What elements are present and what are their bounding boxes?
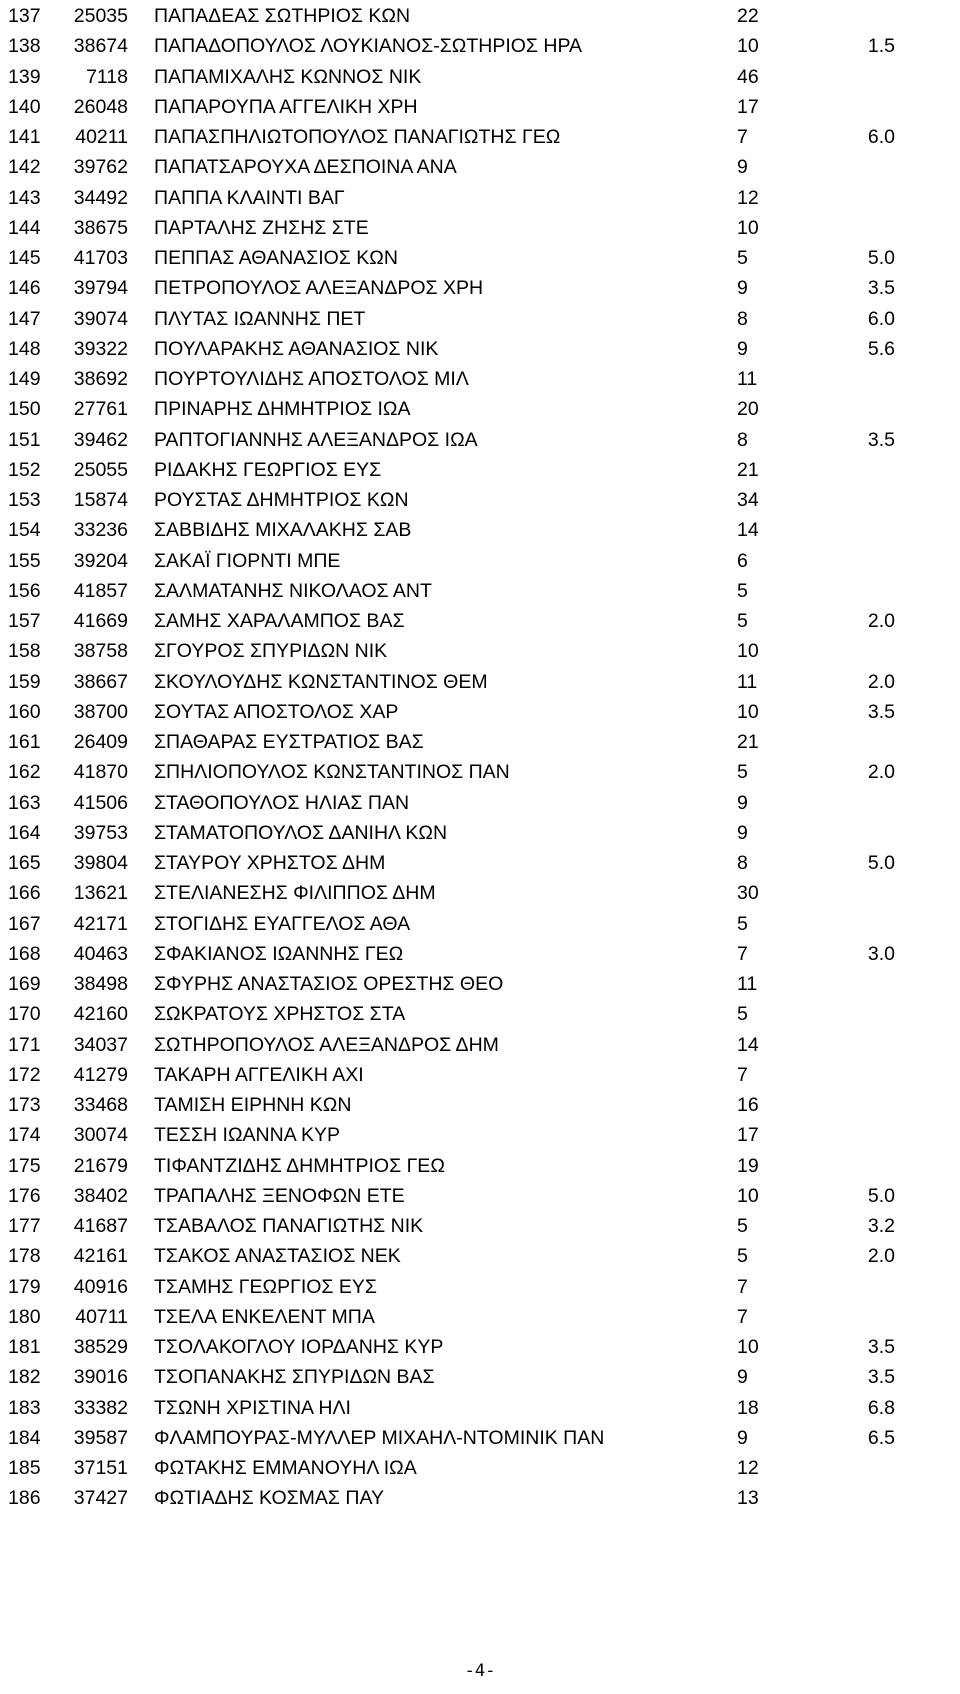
row-number: 176	[8, 1184, 41, 1207]
score-cell: 3.0	[867, 942, 895, 965]
table-row	[0, 878, 960, 908]
registration-id: 39762	[73, 156, 128, 179]
table-row	[0, 1, 960, 31]
full-name: ΣΚΟΥΛΟΥΔΗΣ ΚΩΝΣΤΑΝΤΙΝΟΣ ΘΕΜ	[154, 670, 488, 693]
registration-id: 38758	[73, 640, 128, 663]
value-cell: 11	[737, 973, 758, 995]
registration-id: 38498	[73, 973, 128, 995]
row-number: 168	[8, 942, 41, 965]
row-number: 151	[8, 428, 41, 451]
table-row	[0, 243, 960, 273]
registration-id: 42161	[73, 1245, 128, 1268]
registration-id: 34037	[73, 1033, 128, 1056]
registration-id: 27761	[73, 398, 128, 421]
score-cell: 2.0	[867, 670, 895, 693]
full-name: ΤΡΑΠΑΛΗΣ ΞΕΝΟΦΩΝ ΕΤΕ	[154, 1184, 405, 1207]
score-cell: 5.0	[867, 247, 895, 269]
value-cell: 9	[737, 791, 748, 814]
value-cell: 8	[737, 307, 748, 330]
score-cell: 3.2	[867, 1215, 895, 1237]
registration-id: 37427	[73, 1487, 128, 1510]
value-cell: 5	[737, 912, 748, 935]
full-name: ΡΙΔΑΚΗΣ ΓΕΩΡΓΙΟΣ ΕΥΣ	[154, 458, 382, 481]
full-name: ΠΑΠΑΔΟΠΟΥΛΟΣ ΛΟΥΚΙΑΝΟΣ-ΣΩΤΗΡΙΟΣ ΗΡΑ	[154, 35, 583, 58]
row-number: 140	[8, 95, 41, 118]
row-number: 177	[8, 1215, 41, 1237]
table-row	[0, 1241, 960, 1271]
table-row	[0, 92, 960, 122]
full-name: ΣΠΗΛΙΟΠΟΥΛΟΣ ΚΩΝΣΤΑΝΤΙΝΟΣ ΠΑΝ	[154, 761, 510, 784]
value-cell: 12	[737, 186, 759, 209]
value-cell: 14	[737, 1033, 759, 1056]
value-cell: 16	[737, 1094, 759, 1116]
row-number: 148	[8, 337, 41, 360]
full-name: ΠΑΠΑΤΣΑΡΟΥΧΑ ΔΕΣΠΟΙΝΑ ΑΝΑ	[154, 156, 457, 179]
full-name: ΤΣΩΝΗ ΧΡΙΣΤΙΝΑ ΗΛΙ	[154, 1396, 351, 1419]
table-row	[0, 606, 960, 636]
full-name: ΠΑΠΠΑ ΚΛΑΙΝΤΙ ΒΑΓ	[154, 186, 345, 209]
registration-id: 42160	[73, 1003, 128, 1026]
value-cell: 18	[737, 1396, 759, 1419]
row-number: 156	[8, 579, 41, 602]
table-row	[0, 667, 960, 697]
row-number: 152	[8, 458, 41, 481]
full-name: ΠΑΠΑΜΙΧΑΛΗΣ ΚΩΝΝΟΣ ΝΙΚ	[154, 65, 422, 88]
score-cell: 5.6	[867, 337, 895, 360]
table-row	[0, 727, 960, 757]
registration-id: 38675	[73, 216, 128, 239]
full-name: ΣΤΕΛΙΑΝΕΣΗΣ ΦΙΛΙΠΠΟΣ ΔΗΜ	[154, 882, 436, 905]
value-cell: 11	[737, 368, 758, 390]
score-cell: 6.0	[867, 126, 895, 148]
registration-id: 26409	[73, 731, 128, 753]
score-cell: 5.0	[867, 1184, 895, 1207]
value-cell: 10	[737, 35, 759, 58]
row-number: 158	[8, 640, 41, 663]
score-cell: 3.5	[867, 277, 895, 300]
full-name: ΠΑΠΑΔΕΑΣ ΣΩΤΗΡΙΟΣ ΚΩΝ	[154, 5, 411, 27]
table-row	[0, 334, 960, 364]
registration-id: 41703	[73, 247, 128, 269]
registration-id: 33382	[73, 1396, 128, 1419]
full-name: ΡΟΥΣΤΑΣ ΔΗΜΗΤΡΙΟΣ ΚΩΝ	[154, 489, 409, 511]
table-row	[0, 304, 960, 334]
table-row	[0, 1332, 960, 1362]
score-cell: 5.0	[867, 852, 895, 874]
table-row	[0, 1211, 960, 1241]
registration-id: 7118	[86, 65, 128, 88]
value-cell: 34	[737, 489, 759, 511]
table-row	[0, 394, 960, 424]
value-cell: 21	[737, 458, 759, 481]
row-number: 182	[8, 1366, 41, 1389]
full-name: ΤΑΚΑΡΗ ΑΓΓΕΛΙΚΗ ΑΧΙ	[154, 1063, 364, 1086]
row-number: 153	[8, 489, 41, 511]
value-cell: 9	[737, 277, 748, 300]
registration-id: 25035	[73, 5, 128, 27]
registration-id: 26048	[73, 95, 128, 118]
full-name: ΣΩΚΡΑΤΟΥΣ ΧΡΗΣΤΟΣ ΣΤΑ	[154, 1003, 406, 1026]
value-cell: 7	[737, 1305, 748, 1328]
row-number: 167	[8, 912, 41, 935]
full-name: ΣΟΥΤΑΣ ΑΠΟΣΤΟΛΟΣ ΧΑΡ	[154, 700, 399, 723]
value-cell: 10	[737, 700, 759, 723]
table-row	[0, 213, 960, 243]
row-number: 141	[8, 126, 41, 148]
table-row	[0, 1181, 960, 1211]
table-row	[0, 1151, 960, 1181]
registration-id: 40463	[73, 942, 128, 965]
row-number: 142	[8, 156, 41, 179]
table-row	[0, 1393, 960, 1423]
value-cell: 5	[737, 1003, 748, 1026]
table-row	[0, 969, 960, 999]
registration-id: 41687	[73, 1215, 128, 1237]
full-name: ΤΙΦΑΝΤΖΙΔΗΣ ΔΗΜΗΤΡΙΟΣ ΓΕΩ	[154, 1154, 445, 1177]
full-name: ΣΦΥΡΗΣ ΑΝΑΣΤΑΣΙΟΣ ΟΡΕΣΤΗΣ ΘΕΟ	[154, 973, 504, 995]
row-number: 159	[8, 670, 41, 693]
table-row	[0, 183, 960, 213]
table-row	[0, 818, 960, 848]
registration-id: 40211	[75, 126, 128, 148]
registration-id: 38674	[73, 35, 128, 58]
row-number: 174	[8, 1124, 41, 1147]
value-cell: 5	[737, 1245, 748, 1268]
row-number: 175	[8, 1154, 41, 1177]
full-name: ΦΛΑΜΠΟΥΡΑΣ-ΜΥΛΛΕΡ ΜΙΧΑΗΛ-ΝΤΟΜΙΝΙΚ ΠΑΝ	[154, 1426, 605, 1449]
full-name: ΠΑΠΑΣΠΗΛΙΩΤΟΠΟΥΛΟΣ ΠΑΝΑΓΙΩΤΗΣ ΓΕΩ	[154, 126, 561, 148]
table-row	[0, 939, 960, 969]
table-row	[0, 1483, 960, 1513]
full-name: ΣΤΑΘΟΠΟΥΛΟΣ ΗΛΙΑΣ ΠΑΝ	[154, 791, 410, 814]
full-name: ΠΟΥΛΑΡΑΚΗΣ ΑΘΑΝΑΣΙΟΣ ΝΙΚ	[154, 337, 439, 360]
table-row	[0, 1302, 960, 1332]
registration-id: 40916	[73, 1275, 128, 1298]
score-cell: 3.5	[867, 1366, 895, 1389]
table-row	[0, 788, 960, 818]
value-cell: 17	[737, 95, 759, 118]
registration-id: 34492	[73, 186, 128, 209]
row-number: 171	[8, 1033, 41, 1056]
row-number: 161	[8, 731, 41, 753]
full-name: ΠΛΥΤΑΣ ΙΩΑΝΝΗΣ ΠΕΤ	[154, 307, 366, 330]
full-name: ΣΑΒΒΙΔΗΣ ΜΙΧΑΛΑΚΗΣ ΣΑΒ	[154, 519, 412, 542]
row-number: 178	[8, 1245, 41, 1268]
registration-id: 15874	[73, 489, 128, 511]
full-name: ΠΟΥΡΤΟΥΛΙΔΗΣ ΑΠΟΣΤΟΛΟΣ ΜΙΛ	[154, 368, 469, 390]
value-cell: 6	[737, 549, 748, 572]
row-number: 157	[8, 610, 41, 632]
full-name: ΣΩΤΗΡΟΠΟΥΛΟΣ ΑΛΕΞΑΝΔΡΟΣ ΔΗΜ	[154, 1033, 499, 1056]
row-number: 169	[8, 973, 41, 995]
value-cell: 8	[737, 852, 748, 874]
row-number: 181	[8, 1336, 41, 1358]
value-cell: 9	[737, 1426, 748, 1449]
value-cell: 20	[737, 398, 759, 421]
table-row	[0, 848, 960, 878]
table-row	[0, 697, 960, 727]
score-cell: 2.0	[867, 1245, 895, 1268]
value-cell: 10	[737, 1336, 759, 1358]
value-cell: 7	[737, 126, 748, 148]
value-cell: 8	[737, 428, 748, 451]
row-number: 160	[8, 700, 41, 723]
full-name: ΠΑΡΤΑΛΗΣ ΖΗΣΗΣ ΣΤΕ	[154, 216, 369, 239]
table-row	[0, 909, 960, 939]
row-number: 166	[8, 882, 41, 905]
registration-id: 13621	[73, 882, 128, 905]
score-cell: 3.5	[867, 700, 895, 723]
score-cell: 2.0	[867, 761, 895, 784]
value-cell: 5	[737, 247, 748, 269]
registration-id: 39016	[73, 1366, 128, 1389]
row-number: 146	[8, 277, 41, 300]
row-number: 170	[8, 1003, 41, 1026]
value-cell: 9	[737, 821, 748, 844]
value-cell: 5	[737, 610, 748, 632]
table-row	[0, 999, 960, 1029]
row-number: 186	[8, 1487, 41, 1510]
value-cell: 7	[737, 1275, 748, 1298]
value-cell: 12	[737, 1457, 759, 1479]
table-row	[0, 1362, 960, 1392]
full-name: ΠΑΠΑΡΟΥΠΑ ΑΓΓΕΛΙΚΗ ΧΡΗ	[154, 95, 418, 118]
value-cell: 19	[737, 1154, 759, 1177]
full-name: ΤΣΑΚΟΣ ΑΝΑΣΤΑΣΙΟΣ ΝΕΚ	[154, 1245, 401, 1268]
value-cell: 5	[737, 579, 748, 602]
registration-id: 38667	[73, 670, 128, 693]
registration-id: 30074	[73, 1124, 128, 1147]
registration-id: 21679	[73, 1154, 128, 1177]
value-cell: 11	[737, 670, 758, 693]
row-number: 143	[8, 186, 41, 209]
row-number: 172	[8, 1063, 41, 1086]
full-name: ΦΩΤΙΑΔΗΣ ΚΟΣΜΑΣ ΠΑΥ	[154, 1487, 385, 1510]
row-number: 149	[8, 368, 41, 390]
row-number: 173	[8, 1094, 41, 1116]
score-cell: 6.0	[867, 307, 895, 330]
value-cell: 9	[737, 156, 748, 179]
row-number: 147	[8, 307, 41, 330]
registration-id: 38692	[73, 368, 128, 390]
registration-id: 39794	[73, 277, 128, 300]
registration-id: 41870	[73, 761, 128, 784]
full-name: ΠΕΠΠΑΣ ΑΘΑΝΑΣΙΟΣ ΚΩΝ	[154, 247, 398, 269]
full-name: ΤΣΟΠΑΝΑΚΗΣ ΣΠΥΡΙΔΩΝ ΒΑΣ	[154, 1366, 435, 1389]
value-cell: 7	[737, 942, 748, 965]
row-number: 180	[8, 1305, 41, 1328]
registration-id: 25055	[73, 458, 128, 481]
table-row	[0, 152, 960, 182]
full-name: ΠΡΙΝΑΡΗΣ ΔΗΜΗΤΡΙΟΣ ΙΩΑ	[154, 398, 411, 421]
full-name: ΤΣΑΒΑΛΟΣ ΠΑΝΑΓΙΩΤΗΣ ΝΙΚ	[154, 1215, 424, 1237]
registration-id: 33236	[73, 519, 128, 542]
row-number: 137	[8, 5, 41, 27]
registration-id: 39322	[73, 337, 128, 360]
table-row	[0, 455, 960, 485]
table-row	[0, 1090, 960, 1120]
row-number: 185	[8, 1457, 41, 1479]
row-number: 145	[8, 247, 41, 269]
score-cell: 1.5	[867, 35, 895, 58]
row-number: 138	[8, 35, 41, 58]
registration-id: 39753	[73, 821, 128, 844]
registration-id: 38700	[73, 700, 128, 723]
registration-id: 41506	[73, 791, 128, 814]
registration-id: 33468	[73, 1094, 128, 1116]
full-name: ΤΕΣΣΗ ΙΩΑΝΝΑ ΚΥΡ	[154, 1124, 341, 1147]
row-number: 184	[8, 1426, 41, 1449]
score-cell: 3.5	[867, 428, 895, 451]
value-cell: 7	[737, 1063, 748, 1086]
table-row	[0, 122, 960, 152]
row-number: 164	[8, 821, 41, 844]
full-name: ΡΑΠΤΟΓΙΑΝΝΗΣ ΑΛΕΞΑΝΔΡΟΣ ΙΩΑ	[154, 428, 478, 451]
value-cell: 22	[737, 5, 759, 27]
full-name: ΦΩΤΑΚΗΣ ΕΜΜΑΝΟΥΗΛ ΙΩΑ	[154, 1457, 417, 1479]
value-cell: 9	[737, 337, 748, 360]
registration-id: 40711	[75, 1305, 128, 1328]
registration-id: 39204	[73, 549, 128, 572]
value-cell: 10	[737, 640, 759, 663]
table-row	[0, 1453, 960, 1483]
full-name: ΤΑΜΙΣΗ ΕΙΡΗΝΗ ΚΩΝ	[154, 1094, 352, 1116]
value-cell: 9	[737, 1366, 748, 1389]
full-name: ΣΤΑΥΡΟΥ ΧΡΗΣΤΟΣ ΔΗΜ	[154, 852, 386, 874]
registration-id: 41279	[73, 1063, 128, 1086]
full-name: ΤΣΕΛΑ ΕΝΚΕΛΕΝΤ ΜΠΑ	[154, 1305, 375, 1328]
registration-id: 37151	[73, 1457, 128, 1479]
table-row	[0, 364, 960, 394]
value-cell: 17	[737, 1124, 759, 1147]
full-name: ΣΓΟΥΡΟΣ ΣΠΥΡΙΔΩΝ ΝΙΚ	[154, 640, 388, 663]
table-row	[0, 1030, 960, 1060]
registration-id: 38529	[73, 1336, 128, 1358]
table-row	[0, 757, 960, 787]
value-cell: 14	[737, 519, 759, 542]
value-cell: 5	[737, 761, 748, 784]
full-name: ΤΣΟΛΑΚΟΓΛΟΥ ΙΟΡΔΑΝΗΣ ΚΥΡ	[154, 1336, 444, 1358]
row-number: 154	[8, 519, 41, 542]
score-cell: 6.8	[867, 1396, 895, 1419]
registration-id: 38402	[73, 1184, 128, 1207]
table-row	[0, 425, 960, 455]
full-name: ΣΤΑΜΑΤΟΠΟΥΛΟΣ ΔΑΝΙΗΛ ΚΩΝ	[154, 821, 448, 844]
registration-id: 39462	[73, 428, 128, 451]
table-row	[0, 1423, 960, 1453]
row-number: 139	[8, 65, 41, 88]
row-number: 144	[8, 216, 41, 239]
registration-id: 41857	[73, 579, 128, 602]
value-cell: 13	[737, 1487, 759, 1510]
full-name: ΣΑΚΑΪ ΓΙΟΡΝΤΙ ΜΠΕ	[154, 549, 341, 572]
table-row	[0, 1272, 960, 1302]
page-number: -4-	[464, 1661, 496, 1681]
row-number: 163	[8, 791, 41, 814]
table-row	[0, 576, 960, 606]
table-row	[0, 1120, 960, 1150]
table-row	[0, 31, 960, 61]
full-name: ΣΦΑΚΙΑΝΟΣ ΙΩΑΝΝΗΣ ΓΕΩ	[154, 942, 404, 965]
row-number: 150	[8, 398, 41, 421]
score-cell: 2.0	[867, 610, 895, 632]
table-row	[0, 273, 960, 303]
value-cell: 21	[737, 731, 759, 753]
registration-id: 41669	[73, 610, 128, 632]
registration-id: 42171	[73, 912, 128, 935]
table-row	[0, 546, 960, 576]
value-cell: 5	[737, 1215, 748, 1237]
full-name: ΣΠΑΘΑΡΑΣ ΕΥΣΤΡΑΤΙΟΣ ΒΑΣ	[154, 731, 424, 753]
value-cell: 30	[737, 882, 759, 905]
registration-id: 39804	[73, 852, 128, 874]
row-number: 183	[8, 1396, 41, 1419]
table-row	[0, 485, 960, 515]
value-cell: 46	[737, 65, 759, 88]
table-row	[0, 636, 960, 666]
registration-id: 39074	[73, 307, 128, 330]
table-row	[0, 1060, 960, 1090]
registration-id: 39587	[73, 1426, 128, 1449]
value-cell: 10	[737, 216, 759, 239]
full-name: ΣΑΜΗΣ ΧΑΡΑΛΑΜΠΟΣ ΒΑΣ	[154, 610, 405, 632]
full-name: ΤΣΑΜΗΣ ΓΕΩΡΓΙΟΣ ΕΥΣ	[154, 1275, 377, 1298]
row-number: 179	[8, 1275, 41, 1298]
row-number: 162	[8, 761, 41, 784]
score-cell: 6.5	[867, 1426, 895, 1449]
value-cell: 10	[737, 1184, 759, 1207]
table-row	[0, 515, 960, 545]
row-number: 155	[8, 549, 41, 572]
full-name: ΠΕΤΡΟΠΟΥΛΟΣ ΑΛΕΞΑΝΔΡΟΣ ΧΡΗ	[154, 277, 484, 300]
row-number: 165	[8, 852, 41, 874]
full-name: ΣΤΟΓΙΔΗΣ ΕΥΑΓΓΕΛΟΣ ΑΘΑ	[154, 912, 411, 935]
full-name: ΣΑΛΜΑΤΑΝΗΣ ΝΙΚΟΛΑΟΣ ΑΝΤ	[154, 579, 432, 602]
table-row	[0, 62, 960, 92]
score-cell: 3.5	[867, 1336, 895, 1358]
